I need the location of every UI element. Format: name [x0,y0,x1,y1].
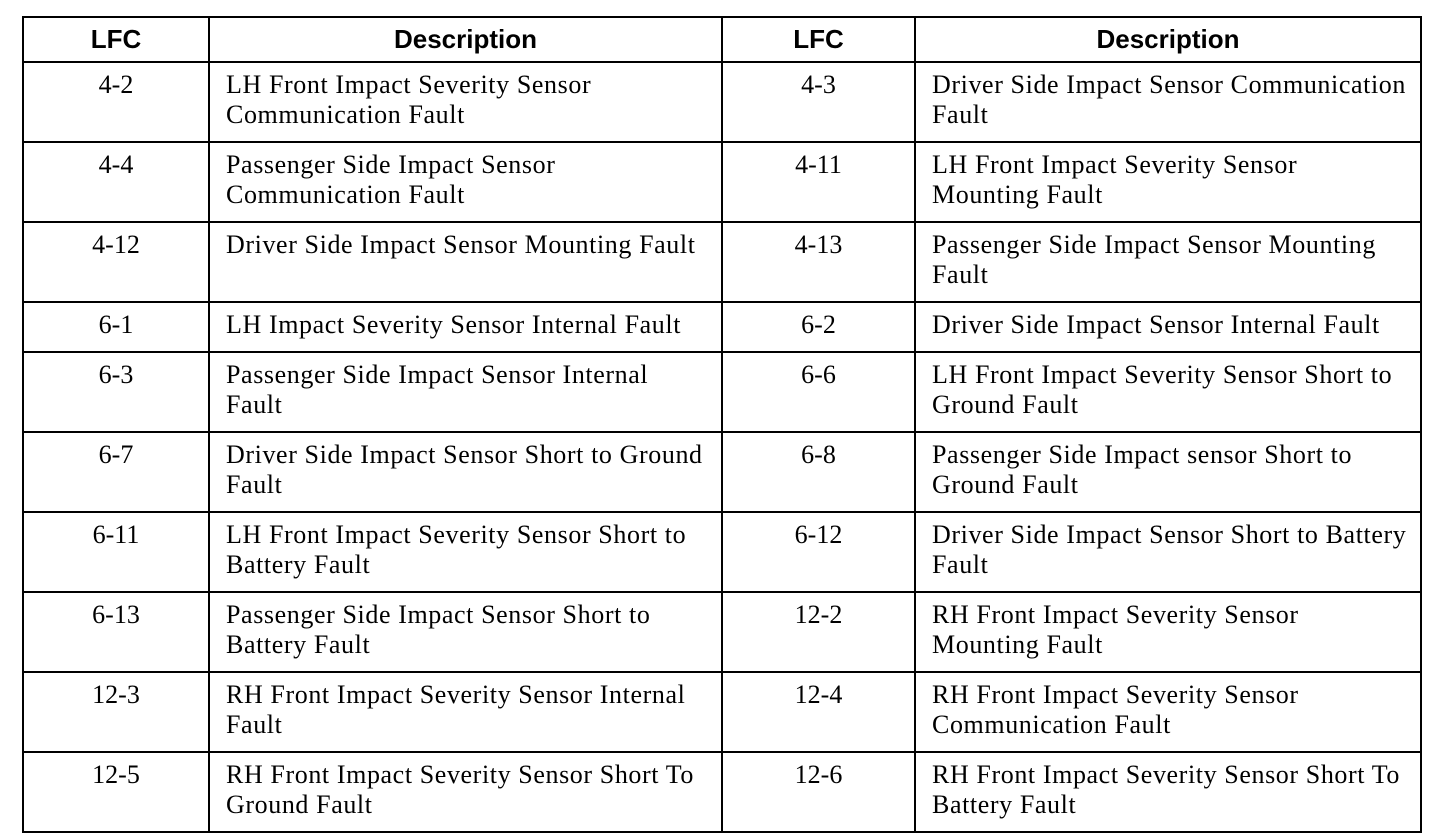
lfc-code-right: 12-4 [722,672,915,752]
description-right: RH Front Impact Severity Sensor Communication Fault [915,672,1421,752]
table-row [23,142,1421,222]
header-description-right: Description [915,17,1421,62]
description-right: Driver Side Impact Sensor Short to Battery Fault [915,512,1421,592]
lfc-code-right: 4-13 [722,222,915,302]
description-left: Passenger Side Impact Sensor Internal Fault [209,352,722,432]
lfc-code-right: 6-8 [722,432,915,512]
description-left: Passenger Side Impact Sensor Communication Fault [209,142,722,222]
header-lfc-left: LFC [23,17,209,62]
description-left: Driver Side Impact Sensor Mounting Fault [209,222,722,302]
lfc-code-right: 12-6 [722,752,915,832]
description-right: Driver Side Impact Sensor Communication Fault [915,62,1421,142]
lfc-code-left: 4-4 [23,142,209,222]
lfc-code-right: 4-3 [722,62,915,142]
lfc-code-left: 12-5 [23,752,209,832]
lfc-code-right: 6-12 [722,512,915,592]
description-left: RH Front Impact Severity Sensor Short To Ground Fault [209,752,722,832]
description-right: LH Front Impact Severity Sensor Short to Ground Fault [915,352,1421,432]
lfc-code-left: 6-7 [23,432,209,512]
table-row [23,432,1421,512]
lfc-code-left: 6-11 [23,512,209,592]
header-row [23,17,1421,62]
description-right: RH Front Impact Severity Sensor Short To Battery Fault [915,752,1421,832]
description-right: LH Front Impact Severity Sensor Mounting Fault [915,142,1421,222]
table-row [23,302,1421,352]
description-right: Passenger Side Impact Sensor Mounting Fault [915,222,1421,302]
lfc-code-left: 12-3 [23,672,209,752]
lfc-code-right: 6-2 [722,302,915,352]
table-body [23,62,1421,832]
description-left: LH Front Impact Severity Sensor Short to Battery Fault [209,512,722,592]
description-left: Driver Side Impact Sensor Short to Ground Fault [209,432,722,512]
description-left: Passenger Side Impact Sensor Short to Battery Fault [209,592,722,672]
description-right: RH Front Impact Severity Sensor Mounting Fault [915,592,1421,672]
lfc-code-left: 6-13 [23,592,209,672]
description-left: LH Front Impact Severity Sensor Communication Fault [209,62,722,142]
lfc-code-right: 12-2 [722,592,915,672]
lfc-code-left: 4-12 [23,222,209,302]
description-left: RH Front Impact Severity Sensor Internal Fault [209,672,722,752]
lfc-description-table [22,16,1422,833]
table-row [23,222,1421,302]
description-right: Passenger Side Impact sensor Short to Ground Fault [915,432,1421,512]
header-lfc-right: LFC [722,17,915,62]
description-left: LH Impact Severity Sensor Internal Fault [209,302,722,352]
lfc-code-left: 6-1 [23,302,209,352]
table-row [23,752,1421,832]
table-header [23,17,1421,62]
table-row [23,512,1421,592]
table-row [23,62,1421,142]
table-row [23,592,1421,672]
lfc-code-right: 6-6 [722,352,915,432]
lfc-code-left: 6-3 [23,352,209,432]
table-row [23,352,1421,432]
lfc-code-left: 4-2 [23,62,209,142]
header-description-left: Description [209,17,722,62]
lfc-code-right: 4-11 [722,142,915,222]
table-row [23,672,1421,752]
description-right: Driver Side Impact Sensor Internal Fault [915,302,1421,352]
